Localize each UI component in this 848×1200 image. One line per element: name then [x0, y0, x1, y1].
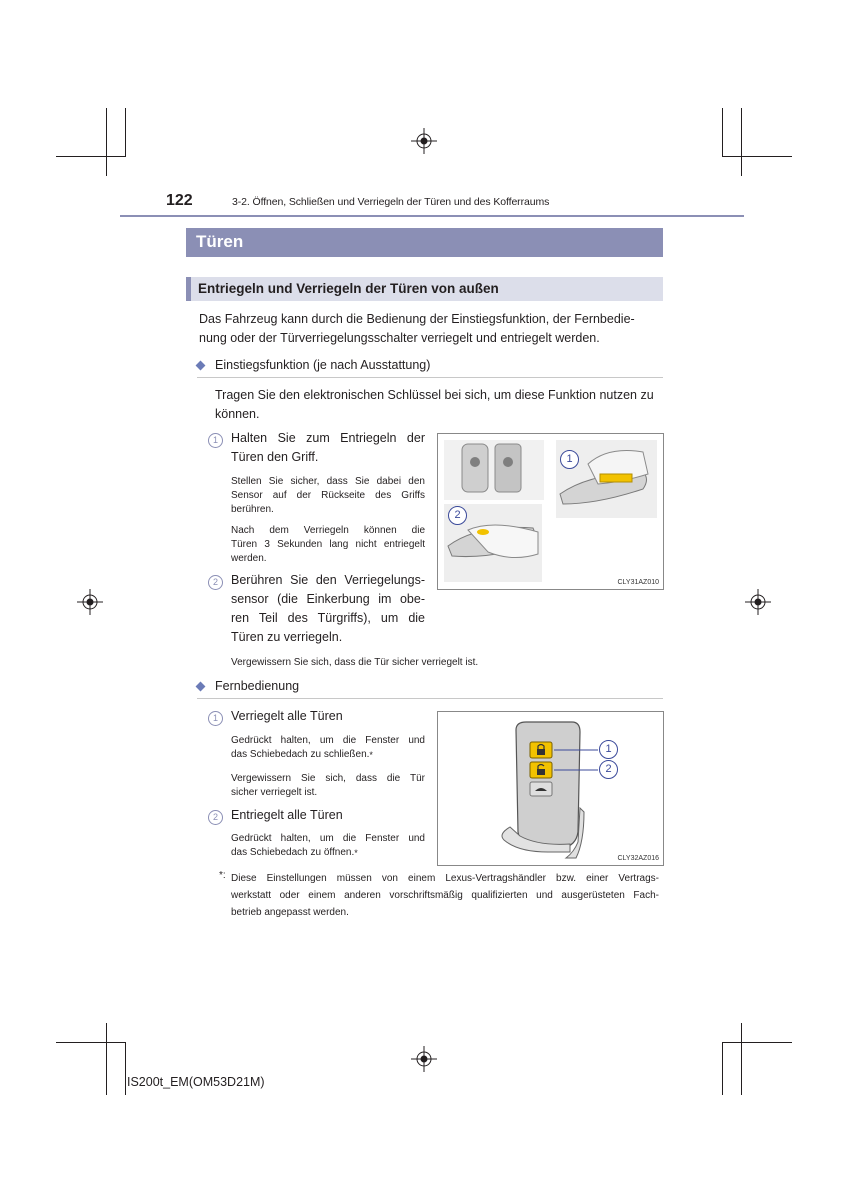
entry-step1-note2: Nach dem Verriegeln können die Türen 3 Sekunden lang nicht entriegelt werden.: [231, 525, 425, 564]
registration-mark-icon: [77, 589, 103, 615]
callout-badge: 1: [560, 450, 579, 469]
callout-badge: 1: [599, 740, 618, 759]
entry-heading-rule: [197, 377, 663, 378]
figure-code: CLY31AZ010: [617, 579, 659, 586]
running-title: 3-2. Öffnen, Schließen und Verriegeln der Türen und des Kofferraums: [232, 196, 550, 208]
subsection-title-bar: [186, 277, 663, 301]
remote-step1-text: Verriegelt alle Türen: [231, 709, 343, 723]
door-handle-figure: [437, 433, 664, 590]
page-number: 122: [166, 192, 193, 209]
document-code: IS200t_EM(OM53D21M): [127, 1075, 265, 1089]
entry-heading: Einstiegsfunktion (je nach Ausstattung): [215, 358, 431, 372]
remote-step2-note1: Gedrückt halten, um die Fenster und das Schiebedach zu öffnen.*: [231, 833, 425, 858]
entry-step1-note1: Stellen Sie sicher, dass Sie dabei den Sensor auf der Rückseite des Griffs berühren.: [231, 476, 425, 515]
registration-mark-icon: [411, 128, 437, 154]
remote-heading: Fernbedienung: [215, 679, 300, 693]
diamond-bullet-icon: [196, 361, 206, 371]
footnote-marker: *:: [219, 870, 226, 881]
registration-mark-icon: [411, 1046, 437, 1072]
remote-step2-text: Entriegelt alle Türen: [231, 808, 343, 822]
door-handle-illustration: [438, 434, 663, 589]
entry-step2-note: Vergewissern Sie sich, dass die Tür sicher verriegelt ist.: [231, 657, 479, 668]
figure-code: CLY32AZ016: [617, 855, 659, 862]
step-number-badge: 2: [208, 810, 223, 825]
remote-heading-rule: [197, 698, 663, 699]
entry-step1-text: Halten Sie zum Entriegeln der Türen den Griff.: [231, 431, 425, 464]
subsection-title: Entriegeln und Verriegeln der Türen von außen: [198, 281, 499, 296]
step-number-badge: 2: [208, 575, 223, 590]
entry-step2-text: Berühren Sie den Verriegelungs- sensor (die Einkerbung im obe- ren Teil des Türgriffs), um die Türen zu verriegeln.: [231, 573, 425, 644]
section-title: Türen: [196, 232, 244, 251]
remote-step1-note2: Vergewissern Sie sich, dass die Tür sicher verriegelt ist.: [231, 773, 425, 798]
registration-mark-icon: [745, 589, 771, 615]
step-number-badge: 1: [208, 433, 223, 448]
footnote-text: Diese Einstellungen müssen von einem Lexus-Vertragshändler bzw. einer Vertrags- werkstatt oder einem anderen vorschriftsmäßig qualifizierten und ausgerüsteten Fach- betrieb angepasst werden.: [231, 873, 659, 918]
callout-badge: 2: [599, 760, 618, 779]
remote-step1-note1: Gedrückt halten, um die Fenster und das Schiebedach zu schließen.*: [231, 735, 425, 760]
intro-paragraph: Das Fahrzeug kann durch die Bedienung der Einstiegsfunktion, der Fernbedie- nung oder der Türverriegelungsschalter verriegelt und entriegelt werden.: [199, 312, 635, 345]
callout-badge: 2: [448, 506, 467, 525]
key-fob-figure: [437, 711, 664, 866]
key-fob-illustration: [438, 712, 663, 865]
step-number-badge: 1: [208, 711, 223, 726]
entry-text: Tragen Sie den elektronischen Schlüssel bei sich, um diese Funktion nutzen zu können.: [215, 388, 654, 421]
header-rule: [120, 215, 744, 217]
diamond-bullet-icon: [196, 682, 206, 692]
section-title-bar: [186, 228, 663, 257]
